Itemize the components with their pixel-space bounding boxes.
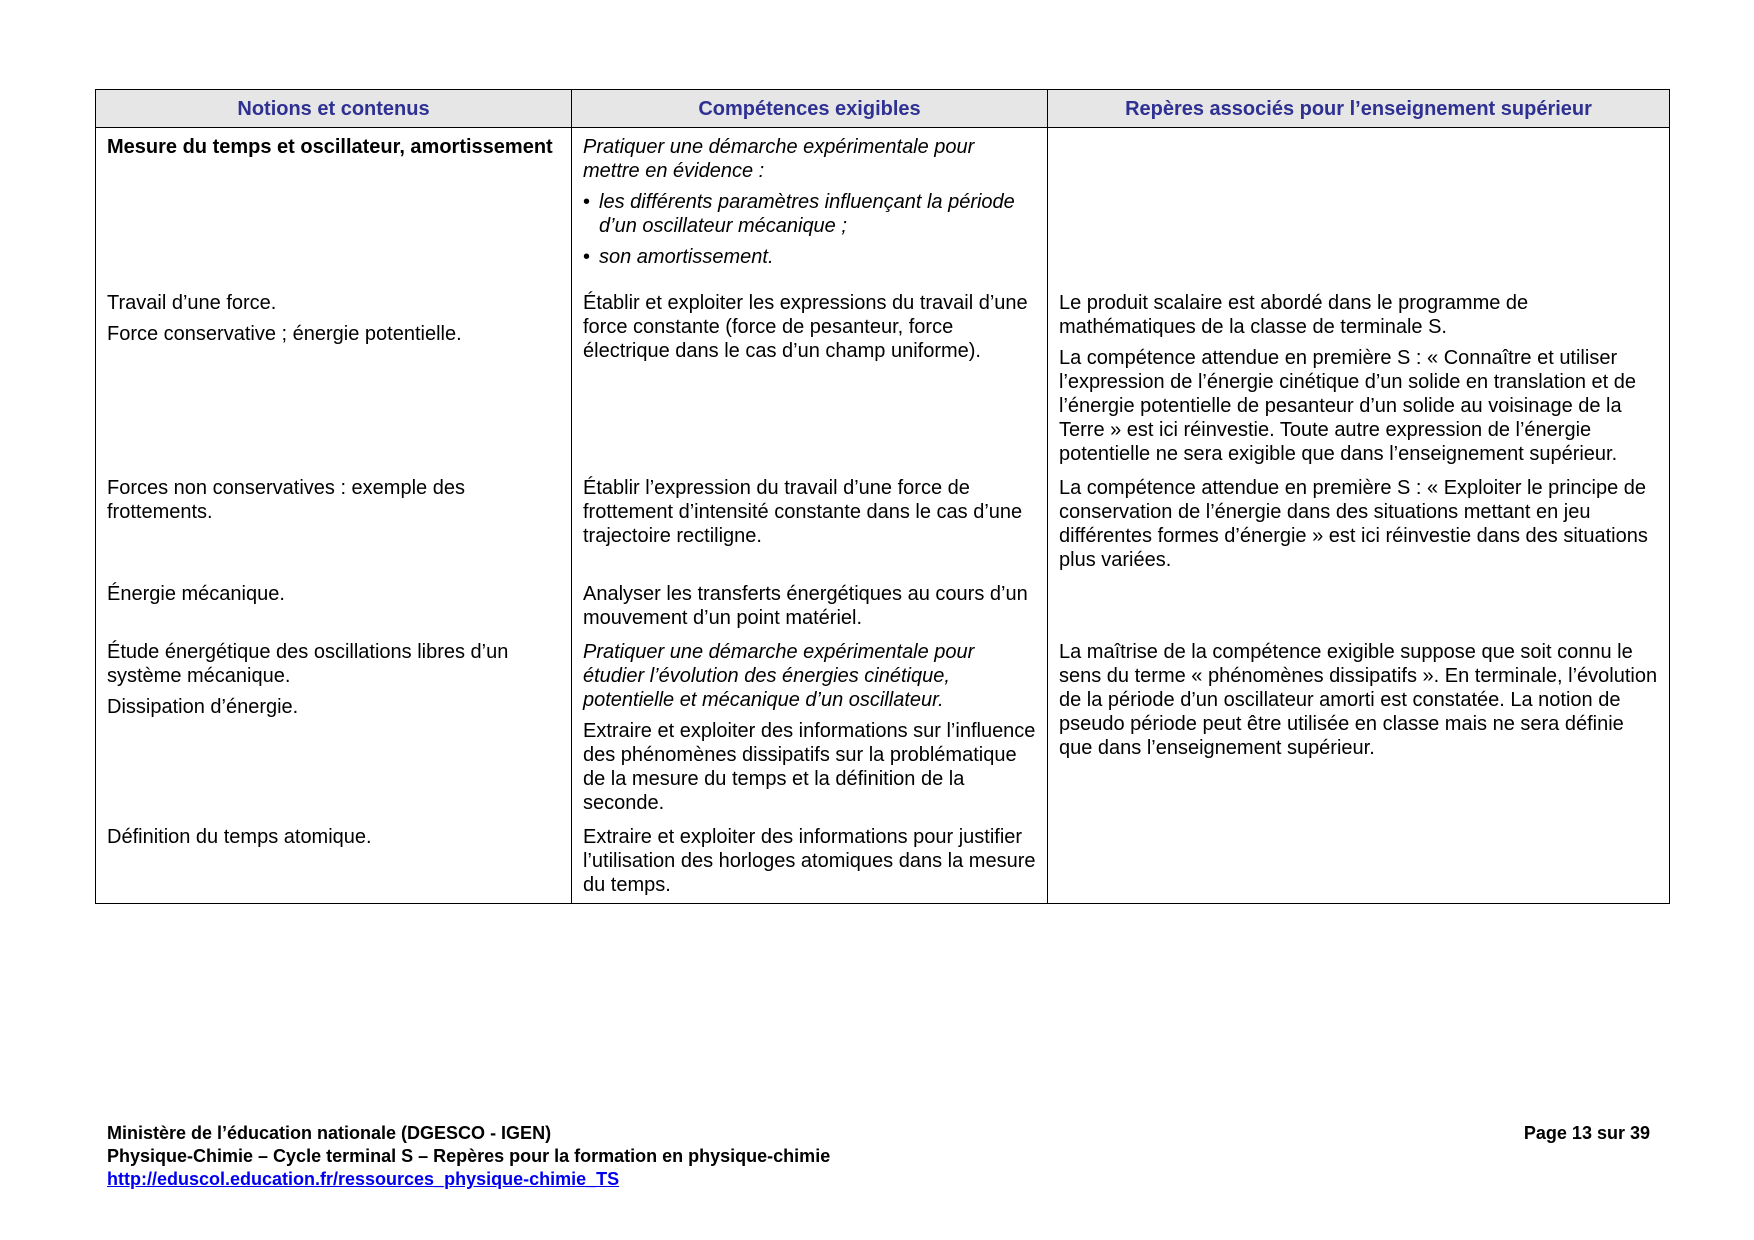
table-spacer [96,277,1670,289]
notions-cell [96,638,572,823]
competence-text: Extraire et exploiter des informations pour justifier l’utilisation des horloges atomiques dans la mesure du temps. [583,826,1036,896]
table-header-row [96,90,1670,128]
competences-cell [572,289,1048,474]
notions-cell [96,823,572,904]
list-item: • son amortissement. [583,245,1036,269]
competences-cell [572,474,1048,580]
notion-text: Définition du temps atomique. [107,826,372,848]
notion-text: Forces non conservatives : exemple des frottements. [107,477,465,523]
notions-cell [96,289,572,474]
page-number: Page 13 sur 39 [1523,1123,1650,1143]
header-competences: Compétences exigibles [572,90,1048,128]
header-notions: Notions et contenus [96,90,572,128]
table-row [96,474,1670,580]
table-row [96,289,1670,474]
notion-text: Travail d’une force. [107,292,277,314]
list-item: • les différents paramètres influençant la période d’un oscillateur mécanique ; [583,190,1036,238]
competence-text: Établir l’expression du travail d’une force de frottement d’intensité constante dans le cas d’une trajectoire rectiligne. [583,477,1023,547]
footer-title: Physique-Chimie – Cycle terminal S – Repères pour la formation en physique-chimie [107,1146,831,1166]
reperes-cell [1048,289,1670,474]
competence-intro: Pratiquer une démarche expérimentale pour mettre en évidence : [583,136,975,182]
repere-text: La maîtrise de la compétence exigible suppose que soit connu le sens du terme « phénomènes dissipatifs ». En terminale, l’évolution de la période d’un oscillateur amorti est constatée. La notion de pseudo période peut être utilisée en classe mais ne sera définie que dans l’enseignement supérieur. [1059,641,1658,759]
page-footer [107,1122,1650,1191]
footer-link[interactable]: http://eduscol.education.fr/ressources_physique-chimie_TS [107,1169,620,1189]
footer-ministry: Ministère de l’éducation nationale (DGESCO - IGEN) [107,1123,552,1143]
competence-text: Établir et exploiter les expressions du travail d’une force constante (force de pesanteur, force électrique dans le cas d’un champ uniforme). [583,292,1028,362]
programme-table [95,89,1670,904]
notion-text: Dissipation d’énergie. [107,696,299,718]
notion-text: Étude énergétique des oscillations libres d’un système mécanique. [107,641,509,687]
notion-text: Énergie mécanique. [107,583,285,605]
notion-text: Force conservative ; énergie potentielle. [107,323,462,345]
competence-list [583,190,1036,269]
header-reperes: Repères associés pour l’enseignement supérieur [1048,90,1670,128]
competences-cell [572,638,1048,823]
competence-text: Pratiquer une démarche expérimentale pour étudier l’évolution des énergies cinétique, potentielle et mécanique d’un oscillateur. [583,641,975,711]
competences-cell [572,128,1048,278]
repere-text: Le produit scalaire est abordé dans le programme de mathématiques de la classe de terminale S. [1059,292,1529,338]
table-row [96,580,1670,638]
notions-cell [96,474,572,580]
repere-text: La compétence attendue en première S : « Exploiter le principe de conservation de l’énergie dans des situations mettant en jeu différentes formes d’énergie » est ici réinvestie dans des situations plus variées. [1059,477,1648,571]
competence-text: Extraire et exploiter des informations sur l’influence des phénomènes dissipatifs sur la problématique de la mesure du temps et la définition de la seconde. [583,720,1036,814]
competences-cell [572,580,1048,638]
section-title: Mesure du temps et oscillateur, amortissement [107,136,553,158]
reperes-cell [1048,580,1670,638]
competence-text: Analyser les transferts énergétiques au cours d’un mouvement d’un point matériel. [583,583,1028,629]
reperes-cell [1048,823,1670,904]
notions-cell [96,128,572,278]
repere-text: La compétence attendue en première S : « Connaître et utiliser l’expression de l’énergie cinétique d’un solide en translation et de l’énergie potentielle de pesanteur d’un solide au voisinage de la Terre » est ici réinvestie. Toute autre expression de l’énergie potentielle ne sera exigible que dans l’enseignement supérieur. [1059,347,1637,465]
reperes-cell [1048,638,1670,823]
reperes-cell [1048,128,1670,278]
reperes-cell [1048,474,1670,580]
table-row [96,638,1670,823]
competences-cell [572,823,1048,904]
notions-cell [96,580,572,638]
table-row [96,128,1670,278]
table-row [96,823,1670,904]
